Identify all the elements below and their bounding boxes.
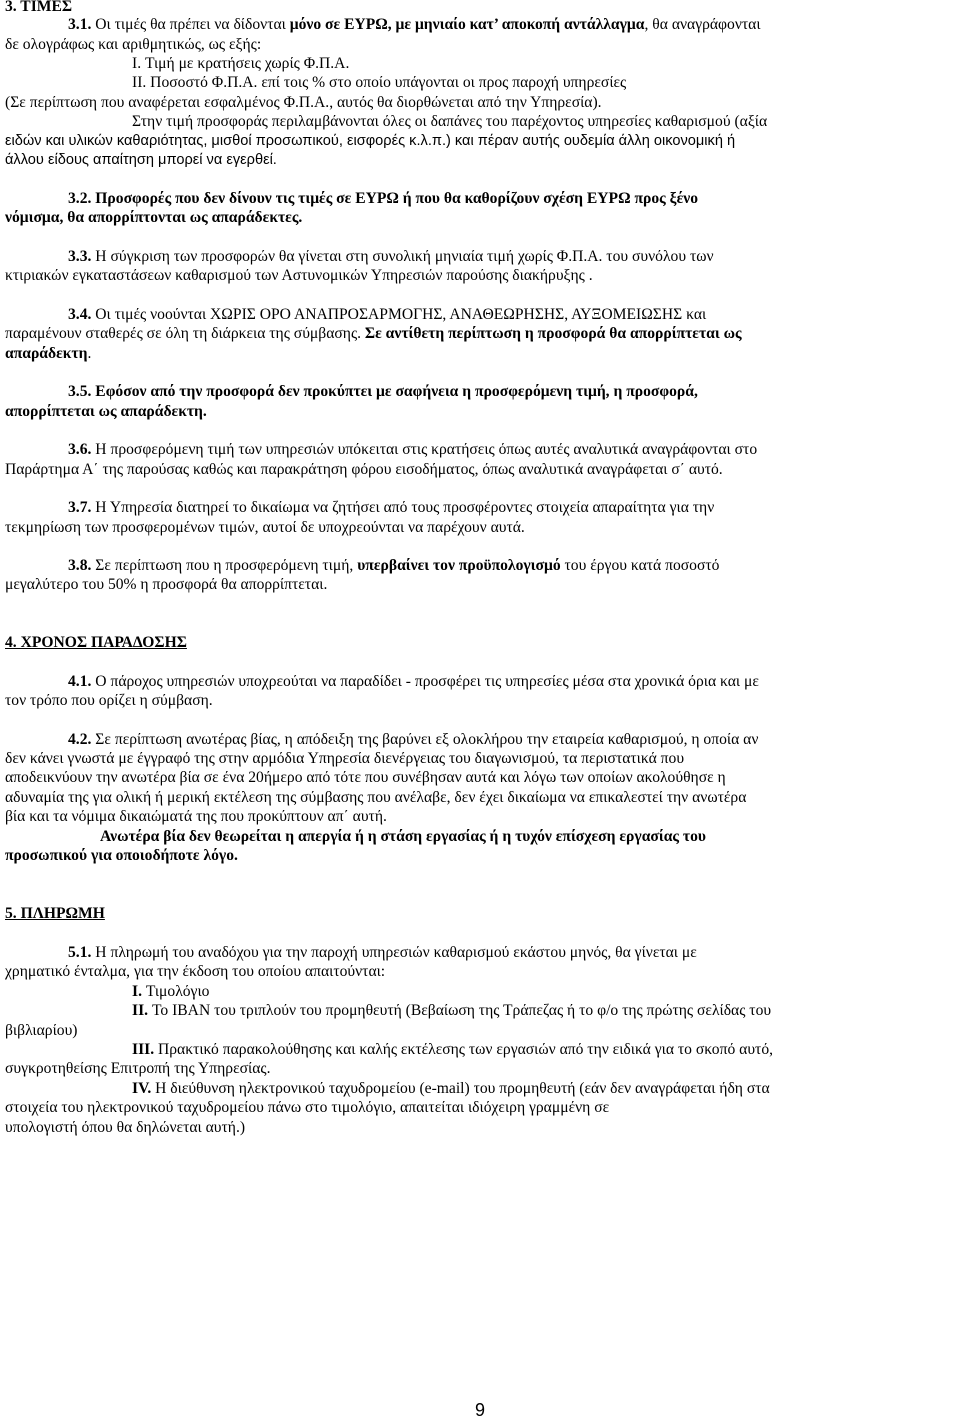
- paragraph-3-2-line: 3.2. Προσφορές που δεν δίνουν τις τιμές σε ΕΥΡΩ ή που θα καθορίζουν σχέση ΕΥΡΩ προς ξένο: [68, 190, 699, 207]
- paragraph-5-1-line: χρηματικό ένταλμα, για την έκδοση του οποίου απαιτούνται:: [5, 963, 386, 980]
- paragraph-4-2-line: 4.2. Σε περίπτωση ανωτέρας βίας, η απόδειξη της βαρύνει εξ ολοκλήρου την εταιρεία καθαρισμού, η οποία αν: [68, 731, 759, 748]
- paragraph-3-1-line: άλλου είδους απαίτηση μπορεί να εγερθεί.: [5, 152, 277, 168]
- list-item: IV. Η διεύθυνση ηλεκτρονικού ταχυδρομείου (e-mail) του προμηθευτή (εάν δεν αναγράφεται ήδη στα: [132, 1080, 770, 1097]
- paragraph-3-4-line: 3.4. Οι τιμές νοούνται ΧΩΡΙΣ ΟΡΟ ΑΝΑΠΡΟΣΑΡΜΟΓΗΣ, ΑΝΑΘΕΩΡΗΣΗΣ, ΑΥΞΟΜΕΙΩΣΗΣ και: [68, 306, 707, 323]
- section-3-heading: 3. ΤΙΜΕΣ: [5, 0, 73, 15]
- list-item-continuation: στοιχεία του ηλεκτρονικού ταχυδρομείου πάνω στο τιμολόγιο, απαιτείται ιδιόχειρη γραμμένη σε: [5, 1099, 610, 1116]
- paragraph-3-2-line: νόμισμα, θα απορρίπτονται ως απαράδεκτες.: [5, 209, 303, 226]
- paragraph-3-1-line: δε ολογράφως και αριθμητικώς, ως εξής:: [5, 36, 262, 53]
- paragraph-3-3-line: 3.3. Η σύγκριση των προσφορών θα γίνεται στη συνολική μηνιαία τιμή χωρίς Φ.Π.Α. του συνόλου των: [68, 248, 714, 265]
- paragraph-4-1-line: 4.1. Ο πάροχος υπηρεσιών υποχρεούται να παραδίδει - προσφέρει τις υπηρεσίες μέσα στα χρονικά όρια και με: [68, 673, 759, 690]
- paragraph-3-6-line: 3.6. Η προσφερόμενη τιμή των υπηρεσιών υπόκειται στις κρατήσεις όπως αυτές αναλυτικά αναγράφονται στο: [68, 441, 758, 458]
- paragraph-4-2-line: δεν κάνει γνωστά με έγγραφό της στην αρμόδια Υπηρεσία διενέργειας του διαγωνισμού, τα περιστατικά που: [5, 750, 685, 767]
- paragraph-3-1-line: Στην τιμή προσφοράς περιλαμβάνονται όλες οι δαπάνες του παρέχοντος υπηρεσίες καθαρισμού (αξία: [132, 113, 768, 130]
- paragraph-3-6-line: Παράρτημα Α΄ της παρούσας καθώς και παρακράτηση φόρου εισοδήματος, όπως αναλυτικά αναγράφεται σ΄ αυτό.: [5, 461, 723, 478]
- list-item: III. Πρακτικό παρακολούθησης και καλής εκτέλεσης των εργασιών από την ειδικά για το σκοπό αυτό,: [132, 1041, 774, 1058]
- paragraph-3-1-line: ειδών και υλικών καθαριότητας, μισθοί προσωπικού, εισφορές κ.λ.π.) και πέραν αυτής ουδεμία άλλη οικονομική ή: [5, 133, 736, 149]
- paragraph-4-2-line: αποδεικνύουν την ανωτέρα βία σε ένα 20ήμερο από τότε που συνέβησαν αυτά και λόγω των οποίων ακολούθησε η: [5, 769, 726, 786]
- paragraph-4-2-line: βία και τα νόμιμα δικαιώματά της που προκύπτουν απ΄ αυτή.: [5, 808, 387, 825]
- paragraph-3-5-line: απορρίπτεται ως απαράδεκτη.: [5, 403, 207, 420]
- paragraph-3-1-line: 3.1. Οι τιμές θα πρέπει να δίδονται μόνο σε ΕΥΡΩ, με μηνιαίο κατ’ αποκοπή αντάλλαγμα, θα αναγράφονται: [68, 16, 761, 33]
- paragraph-3-5-line: 3.5. Εφόσον από την προσφορά δεν προκύπτει με σαφήνεια η προσφερόμενη τιμή, η προσφορά,: [68, 383, 698, 400]
- list-item: II. Ποσοστό Φ.Π.Α. επί τοις % στο οποίο υπάγονται οι προς παροχή υπηρεσίες: [132, 74, 627, 91]
- paragraph-4-2-line: προσωπικού για οποιοδήποτε λόγο.: [5, 847, 238, 864]
- list-item-continuation: συγκροτηθείσης Επιτροπή της Υπηρεσίας.: [5, 1060, 271, 1077]
- paragraph-5-1-line: 5.1. Η πληρωμή του αναδόχου για την παροχή υπηρεσιών καθαρισμού εκάστου μηνός, θα γίνεται με: [68, 944, 697, 961]
- list-item-continuation: βιβλιαρίου): [5, 1022, 78, 1039]
- paragraph-3-4-line: παραμένουν σταθερές σε όλη τη διάρκεια της σύμβασης. Σε αντίθετη περίπτωση η προσφορά θα απορρίπτεται ως: [5, 325, 742, 342]
- paragraph-4-2-line: αδυναμία της για ολική ή μερική εκτέλεση της σύμβασης που ανέλαβε, δεν έχει δικαίωμα να επικαλεστεί την ανωτέρα: [5, 789, 747, 806]
- section-5-heading: 5. ΠΛΗΡΩΜΗ: [5, 905, 105, 922]
- section-4-heading: 4. ΧΡΟΝΟΣ ΠΑΡΑΔΟΣΗΣ: [5, 634, 187, 651]
- list-item-continuation: υπολογιστή όπου θα δηλώνεται αυτή.): [5, 1119, 246, 1136]
- list-item: I. Τιμή με κρατήσεις χωρίς Φ.Π.Α.: [132, 55, 350, 72]
- paragraph-4-2-line: Ανωτέρα βία δεν θεωρείται η απεργία ή η στάση εργασίας ή η τυχόν επίσχεση εργασίας του: [100, 828, 706, 845]
- paragraph-3-7-line: 3.7. Η Υπηρεσία διατηρεί το δικαίωμα να ζητήσει από τους προσφέροντες στοιχεία απαραίτητα για την: [68, 499, 715, 516]
- list-item: I. Τιμολόγιο: [132, 983, 210, 1000]
- list-item: II. Το IBAN του τριπλούν του προμηθευτή (Βεβαίωση της Τράπεζας ή το φ/ο της πρώτης σελίδας του: [132, 1002, 772, 1019]
- paragraph-3-3-line: κτιριακών εγκαταστάσεων καθαρισμού των Αστυνομικών Υπηρεσιών παρούσης διακήρυξης .: [5, 267, 593, 284]
- paragraph-3-8-line: 3.8. Σε περίπτωση που η προσφερόμενη τιμή, υπερβαίνει τον προϋπολογισμό του έργου κατά ποσοστό: [68, 557, 720, 574]
- paragraph-3-8-line: μεγαλύτερο του 50% η προσφορά θα απορρίπτεται.: [5, 576, 328, 593]
- paragraph-3-4-line: απαράδεκτη.: [5, 345, 92, 362]
- paragraph-3-1-line: (Σε περίπτωση που αναφέρεται εσφαλμένος Φ.Π.Α., αυτός θα διορθώνεται από την Υπηρεσία).: [5, 94, 602, 111]
- paragraph-3-7-line: τεκμηρίωση των προσφερομένων τιμών, αυτοί δε υποχρεούνται να παρέχουν αυτά.: [5, 519, 525, 536]
- paragraph-4-1-line: τον τρόπο που ορίζει η σύμβαση.: [5, 692, 213, 709]
- page-number: 9: [474, 1400, 485, 1420]
